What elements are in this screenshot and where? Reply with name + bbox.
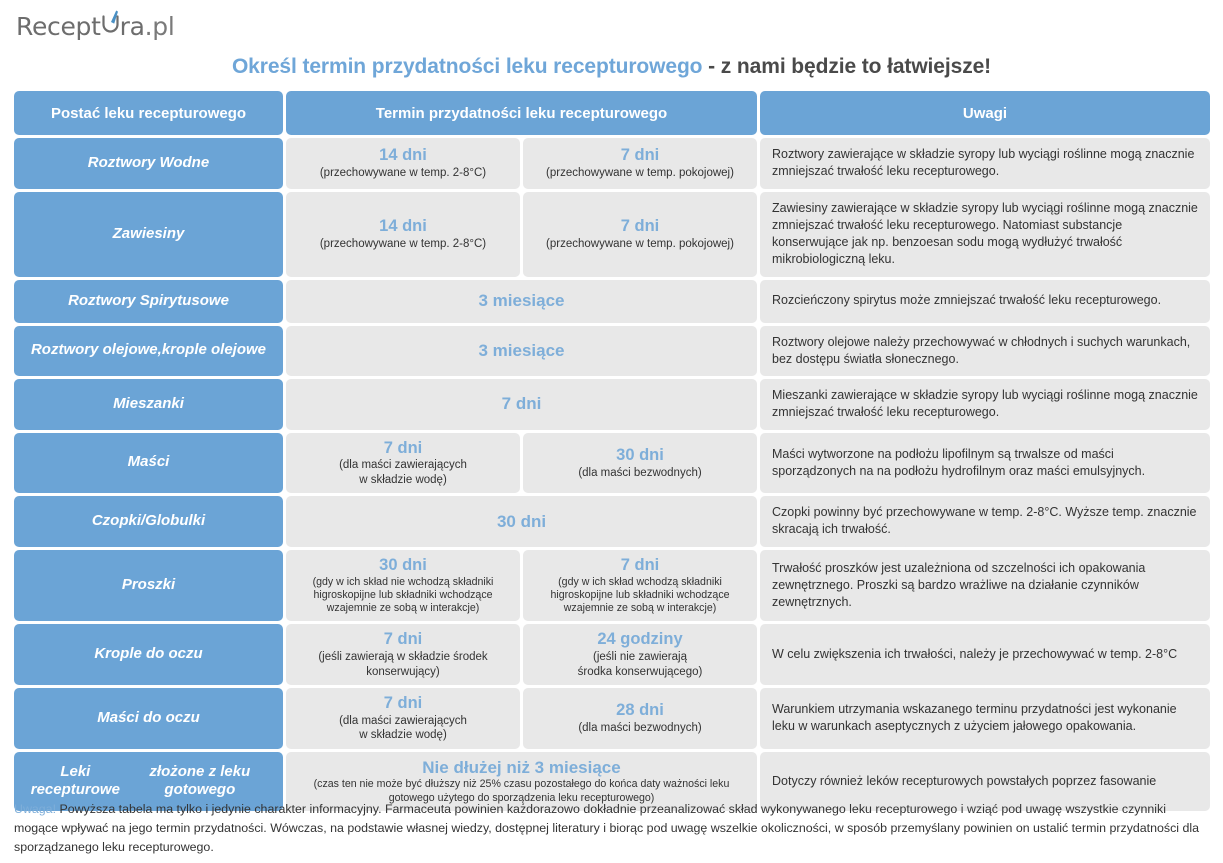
- cell-expiry-term-group: [286, 433, 757, 494]
- cell-drug-form: [14, 379, 283, 430]
- cell-expiry-term: [286, 550, 520, 622]
- expiry-value: 24 godziny: [597, 630, 683, 649]
- expiry-value: 7 dni: [620, 555, 660, 574]
- expiry-value: 30 dni: [616, 445, 664, 464]
- expiry-condition: [578, 650, 703, 679]
- cell-expiry-term: [523, 624, 757, 685]
- cell-drug-form-line: złożone z leku gotowego: [149, 762, 251, 799]
- table-row: [14, 550, 1210, 622]
- expiry-value: Nie dłużej niż 3 miesiące: [422, 757, 621, 777]
- expiry-condition: [578, 466, 701, 480]
- expiry-condition: [546, 237, 734, 251]
- expiry-condition-line: (dla maści zawierających: [339, 715, 467, 728]
- page-title-secondary: - z nami będzie to łatwiejsze!: [708, 55, 992, 78]
- cell-drug-form: [14, 433, 283, 494]
- cell-notes-text: Warunkiem utrzymania wskazanego terminu przydatności jest wykonanie leku w warunkach aseptycznych z użyciem jałowego opakowania.: [772, 702, 1177, 734]
- cell-drug-form: [14, 192, 283, 277]
- expiry-condition-line: w składzie wodę): [359, 729, 447, 742]
- cell-notes: [760, 550, 1210, 622]
- disclaimer-warning-label: Uwaga!: [14, 802, 57, 816]
- table-row: [14, 624, 1210, 685]
- brand-name-part2: ra: [119, 12, 145, 41]
- expiry-value: 3 miesiące: [478, 340, 565, 360]
- table-row: [14, 433, 1210, 494]
- cell-drug-form-line: Roztwory Wodne: [87, 153, 210, 171]
- cell-expiry-term-group: [286, 138, 757, 189]
- expiry-condition: [546, 166, 734, 180]
- expiry-value: 7 dni: [383, 630, 423, 649]
- expiry-condition-line: w składzie wodę): [359, 473, 447, 486]
- cell-drug-form: [14, 550, 283, 622]
- expiry-condition: [531, 576, 749, 616]
- cell-expiry-term: [286, 624, 520, 685]
- cell-notes: [760, 433, 1210, 494]
- cell-notes-text: Czopki powinny być przechowywane w temp. 2-8°C. Wyższe temp. znacznie skracają ich trwałość.: [772, 505, 1197, 537]
- cell-notes-text: Zawiesiny zawierające w składzie syropy lub wyciągi roślinne mogą znacznie zmniejszać trwałość leku recepturowego. Natomiast substancje konserwujące jak np. benzoesan sodu mogą wydłużyć trwałość mikrobiologiczną leku.: [772, 200, 1198, 267]
- expiry-value: 7 dni: [383, 438, 423, 457]
- cell-expiry-term: [286, 280, 757, 323]
- column-header-term: Termin przydatności leku recepturowego: [286, 91, 757, 135]
- expiry-condition-line: (dla maści bezwodnych): [578, 722, 702, 735]
- expiry-condition-line: (przechowywane w temp. pokojowej): [546, 237, 734, 250]
- cell-expiry-term: [286, 379, 757, 430]
- expiry-value: 14 dni: [379, 216, 427, 235]
- cell-drug-form: [14, 496, 283, 547]
- cell-notes: [760, 624, 1210, 685]
- cell-notes-text: W celu zwiększenia ich trwałości, należy je przechowywać w temp. 2-8°C: [772, 647, 1178, 662]
- cell-drug-form-line: Krople do oczu: [94, 645, 203, 663]
- cell-expiry-term: [523, 433, 757, 494]
- brand-u-icon: [101, 9, 120, 35]
- brand-tld: .pl: [144, 12, 175, 41]
- cell-expiry-term: [286, 326, 757, 377]
- table-row: [14, 379, 1210, 430]
- table-row: [14, 138, 1210, 189]
- cell-notes-text: Rozcieńczony spirytus może zmniejszać trwałość leku recepturowego.: [772, 293, 1162, 308]
- cell-drug-form: [14, 280, 283, 323]
- cell-expiry-term: [286, 138, 520, 189]
- expiry-condition-line: środka konserwującego): [577, 665, 703, 678]
- cell-notes-text: Maści wytworzone na podłożu lipofilnym są trwalsze od maści sporządzonych na na podłożu hydrofilnym oraz maści emulsyjnych.: [772, 446, 1146, 478]
- expiry-condition-line: (przechowywane w temp. 2-8°C): [319, 167, 487, 180]
- cell-drug-form-line: Czopki/Globulki: [91, 512, 206, 530]
- table-row: [14, 688, 1210, 749]
- cell-expiry-term-group: [286, 192, 757, 277]
- expiry-value: 30 dni: [379, 555, 427, 574]
- cell-drug-form: [14, 138, 283, 189]
- column-header-form: Postać leku recepturowego: [14, 91, 283, 135]
- cell-drug-form: [14, 688, 283, 749]
- expiry-condition-line: (gdy w ich skład wchodzą składniki higroskopijne lub składniki wchodzące wzajemnie ze sobą w interakcje): [550, 575, 730, 615]
- table-header-row: [14, 91, 1210, 135]
- cell-notes-text: Mieszanki zawierające w składzie syropy lub wyciągi roślinne mogą znacznie zmniejszać trwałość leku recepturowego.: [772, 388, 1198, 420]
- expiry-condition-line: (przechowywane w temp. pokojowej): [546, 167, 734, 180]
- cell-notes: [760, 280, 1210, 323]
- brand-name-part1: Recept: [16, 12, 101, 41]
- expiry-value: 7 dni: [501, 394, 542, 414]
- cell-drug-form-line: Maści: [127, 453, 170, 471]
- expiry-value: 7 dni: [620, 146, 660, 165]
- cell-notes: [760, 688, 1210, 749]
- cell-expiry-term-group: [286, 688, 757, 749]
- cell-expiry-term: [286, 192, 520, 277]
- expiry-condition: [578, 721, 701, 735]
- expiry-value: 7 dni: [383, 694, 423, 713]
- disclaimer: [14, 800, 1210, 857]
- expiry-condition-line: (jeśli nie zawierają: [593, 651, 687, 664]
- cell-notes-text: Dotyczy również leków recepturowych powstałych poprzez fasowanie: [772, 773, 1157, 788]
- cell-drug-form-line: Roztwory Spirytusowe: [68, 291, 229, 309]
- cell-notes: [760, 379, 1210, 430]
- expiry-condition-line: (dla maści zawierających: [339, 459, 467, 472]
- expiry-condition-line: (jeśli zawierają w składzie środek: [318, 651, 488, 664]
- cell-expiry-term: [523, 550, 757, 622]
- cell-expiry-term: [286, 688, 520, 749]
- cell-expiry-term: [286, 433, 520, 494]
- cell-notes-text: Roztwory olejowe należy przechowywać w chłodnych i suchych warunkach, bez dostępu światła słonecznego.: [772, 334, 1191, 366]
- expiry-condition: [294, 576, 512, 616]
- cell-expiry-term: [523, 138, 757, 189]
- cell-drug-form-line: Mieszanki: [113, 394, 184, 412]
- page-title: [0, 55, 1223, 79]
- cell-drug-form-line: Leki recepturowe: [30, 762, 120, 799]
- brand-logo[interactable]: [16, 10, 175, 40]
- expiry-value: 14 dni: [379, 146, 427, 165]
- expiry-value: 7 dni: [620, 216, 660, 235]
- cell-drug-form-line: Roztwory olejowe,: [30, 341, 162, 359]
- cell-expiry-term-group: [286, 550, 757, 622]
- brand-logo-text: [16, 9, 175, 41]
- cell-expiry-term-group: [286, 624, 757, 685]
- expiry-condition: [339, 714, 467, 743]
- page-title-primary: Określ termin przydatności leku recepturowego: [231, 55, 703, 78]
- expiry-condition-line: (gdy w ich skład nie wchodzą składniki higroskopijne lub składniki wchodzące wzajemnie ze sobą w interakcje): [312, 575, 494, 615]
- cell-drug-form-line: Zawiesiny: [112, 224, 185, 242]
- expiry-value: 3 miesiące: [478, 291, 565, 311]
- table-row: [14, 192, 1210, 277]
- table-row: [14, 280, 1210, 323]
- expiry-condition-line: (przechowywane w temp. 2-8°C): [319, 237, 487, 250]
- expiry-condition: [320, 166, 486, 180]
- disclaimer-text: Powyższa tabela ma tylko i jedynie charakter informacyjny. Farmaceuta powinien każdorazowo dokładnie przeanalizować skład wykonywanego leku recepturowego i wziąć pod uwagę wszystkie czynniki mogące wpływać na jego termin przydatności. Wówczas, na podstawie własnej wiedzy, dostępnej literatury i biorąc pod uwagę wszelkie okoliczności, w sposób przemyślany powinien on ustalić termin przydatności dla sporządzanego leku recepturowego.: [14, 802, 1200, 854]
- table-row: [14, 496, 1210, 547]
- table-row: [14, 326, 1210, 377]
- cell-notes-text: Roztwory zawierające w składzie syropy lub wyciągi roślinne mogą znacznie zmniejszać trwałość leku recepturowego.: [772, 147, 1195, 179]
- cell-expiry-term: [523, 192, 757, 277]
- cell-notes-text: Trwałość proszków jest uzależniona od szczelności ich opakowania zewnętrznego. Proszki są bardzo wrażliwe na działanie czynników zewnętrznych.: [772, 560, 1146, 610]
- expiry-value: 30 dni: [496, 511, 547, 531]
- cell-drug-form-line: Maści do oczu: [97, 709, 200, 727]
- cell-drug-form: [14, 624, 283, 685]
- column-header-notes: Uwagi: [760, 91, 1210, 135]
- expiry-condition-line: konserwujący): [366, 665, 440, 678]
- expiry-condition-line: (czas ten nie może być dłuższy niż 25% czasu pozostałego do końca daty ważności leku gotowego użytego do sporządzenia leku recepturowego): [313, 778, 730, 804]
- expiry-condition-line: (dla maści bezwodnych): [578, 466, 702, 479]
- expiry-condition: [339, 458, 467, 487]
- table-body: [14, 138, 1210, 811]
- cell-notes: [760, 326, 1210, 377]
- cell-drug-form-line: Proszki: [121, 576, 176, 594]
- cell-notes: [760, 496, 1210, 547]
- cell-drug-form-line: krople olejowe: [161, 341, 267, 359]
- cell-notes: [760, 138, 1210, 189]
- expiry-condition: [318, 650, 487, 679]
- expiry-table: [14, 91, 1210, 814]
- cell-drug-form: [14, 326, 283, 377]
- cell-expiry-term: [286, 496, 757, 547]
- cell-expiry-term: [523, 688, 757, 749]
- expiry-condition: [320, 237, 486, 251]
- cell-notes: [760, 192, 1210, 277]
- expiry-value: 28 dni: [616, 701, 664, 720]
